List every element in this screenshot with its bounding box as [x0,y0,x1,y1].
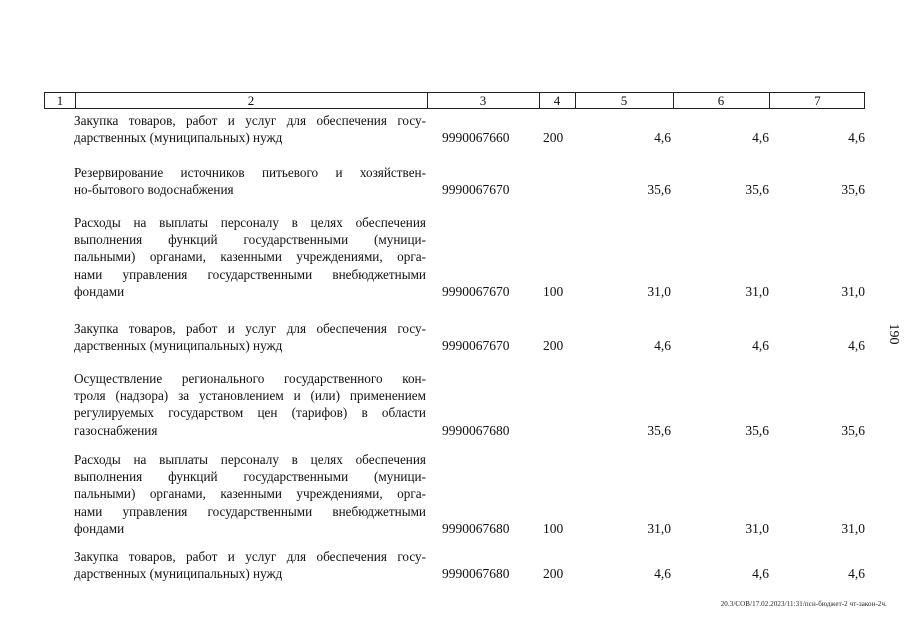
description-line: но-бытового водоснабжения [74,182,234,198]
expense-type: 200 [543,338,564,354]
header-col-6: 6 [717,93,725,108]
description-line: пальными) органами, казенными учреждениями, орга- [74,486,426,502]
value-col-6: 31,0 [745,520,769,536]
row-description [74,214,426,300]
value-col-5: 4,6 [654,566,671,582]
header-col-5: 5 [620,93,628,108]
row-description [74,320,426,354]
header-col-1: 1 [56,93,64,108]
code: 9990067670 [442,182,510,198]
value-col-5: 4,6 [654,338,671,354]
description-line: дарственных (муниципальных) нужд [74,338,283,354]
value-col-7: 4,6 [848,130,865,146]
expense-type: 200 [543,130,564,146]
value-col-7: 4,6 [848,338,865,354]
code: 9990067670 [442,283,510,299]
row-description [74,548,426,582]
expense-type: 100 [543,283,564,299]
header-col-4: 4 [553,93,561,108]
value-col-7: 31,0 [841,520,865,536]
code: 9990067680 [442,422,510,438]
value-col-6: 4,6 [752,566,769,582]
value-col-6: 4,6 [752,130,769,146]
value-col-6: 35,6 [745,422,769,438]
value-col-7: 31,0 [841,283,865,299]
description-line: пальными) органами, казенными учреждениями, орга- [74,249,426,265]
code: 9990067680 [442,520,510,536]
value-col-7: 35,6 [841,422,865,438]
value-col-6: 31,0 [745,283,769,299]
description-line: Расходы на выплаты персоналу в целях обеспечения [74,215,426,230]
header-col-2: 2 [247,93,255,108]
description-line: Закупка товаров, работ и услуг для обеспечения госу- [74,321,426,336]
description-line: Резервирование источников питьевого и хозяйствен- [74,165,426,180]
value-col-7: 4,6 [848,566,865,582]
row-description [74,164,426,198]
value-col-5: 31,0 [647,520,671,536]
table-header-row [44,92,865,109]
code: 9990067660 [442,130,510,146]
header-col-7: 7 [814,93,821,108]
row-description [74,112,426,146]
description-line: Осуществление регионального государственного кон- [74,371,426,386]
value-col-6: 4,6 [752,338,769,354]
description-line: Закупка товаров, работ и услуг для обеспечения госу- [74,113,426,128]
footer-stamp: 20.3/СОВ/17.02.2023/11:31/псн-бюджет-2 чт-закон-2ч. [720,600,887,608]
value-col-5: 31,0 [647,283,671,299]
description-line: регулируемых государством цен (тарифов) в области [74,405,426,421]
description-line: нами управления государственными внебюджетными [74,266,426,282]
description-line: дарственных (муниципальных) нужд [74,566,283,582]
header-col-3: 3 [479,93,487,108]
description-line: дарственных (муниципальных) нужд [74,130,283,146]
expense-type: 100 [543,520,564,536]
description-line: Закупка товаров, работ и услуг для обеспечения госу- [74,549,426,564]
description-line: фондами [74,520,125,536]
description-line: фондами [74,283,125,299]
value-col-6: 35,6 [745,182,769,198]
code: 9990067670 [442,338,510,354]
description-line: выполнения функций государственными (муници- [74,232,426,248]
row-description [74,370,426,439]
description-line: Расходы на выплаты персоналу в целях обеспечения [74,452,426,467]
code: 9990067680 [442,566,510,582]
description-line: нами управления государственными внебюджетными [74,503,426,519]
page-number: 190 [886,323,901,345]
description-line: выполнения функций государственными (муници- [74,469,426,485]
description-line: троля (надзора) за установлением и (или) применением [74,388,426,404]
value-col-5: 35,6 [647,422,671,438]
value-col-7: 35,6 [841,182,865,198]
expense-type: 200 [543,566,564,582]
value-col-5: 35,6 [647,182,671,198]
value-col-5: 4,6 [654,130,671,146]
description-line: газоснабжения [74,422,158,438]
row-description [74,451,426,537]
